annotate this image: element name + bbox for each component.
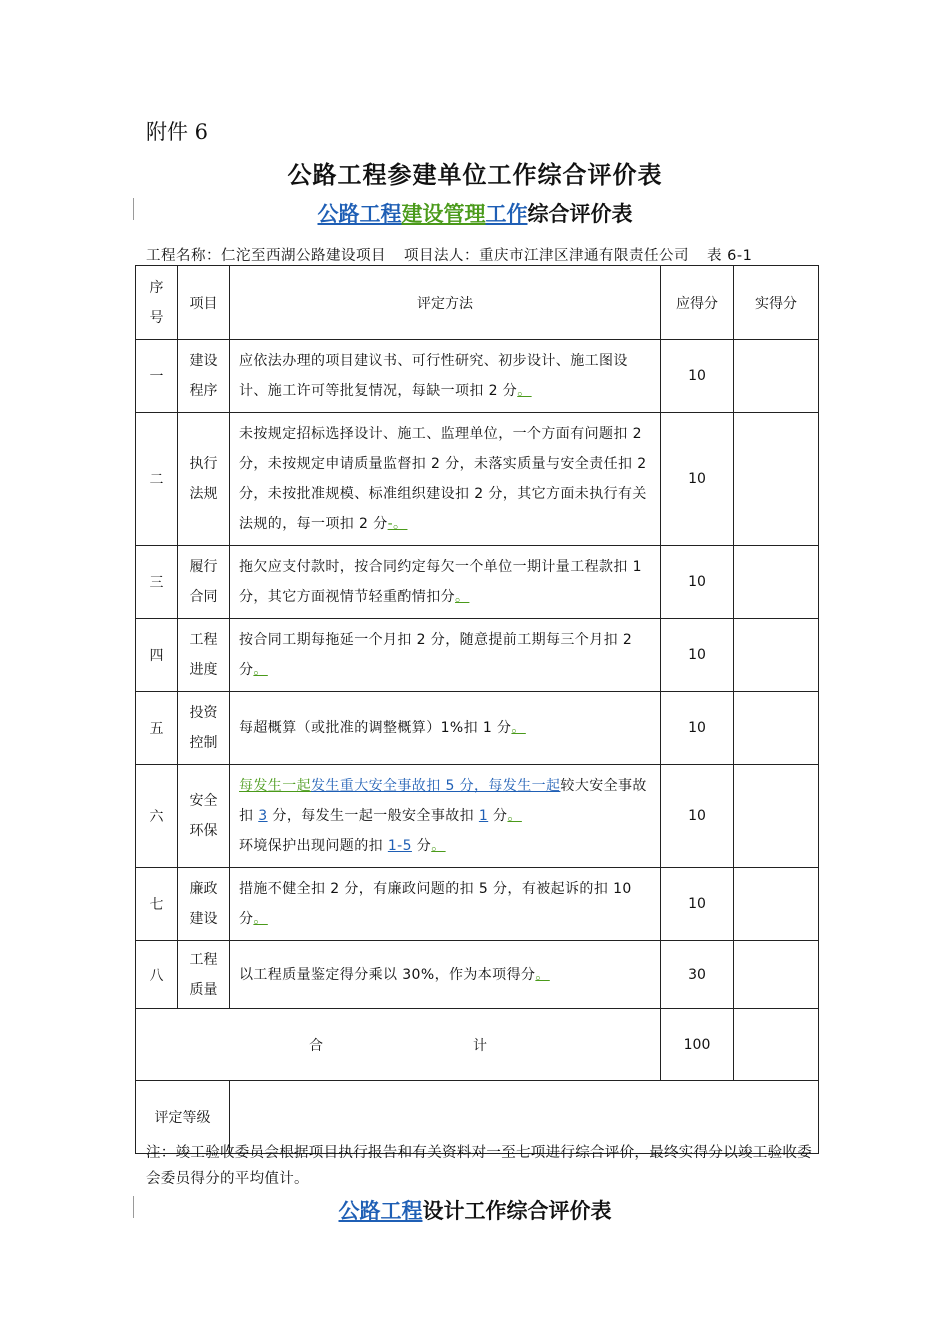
row-item: 廉政建设	[178, 868, 230, 941]
header-actual: 实得分	[734, 266, 819, 340]
sub-title-part1: 公路工程	[317, 202, 402, 226]
row-score: 10	[661, 765, 734, 868]
table-row	[136, 340, 819, 413]
sub-title-part2: 建设管理	[401, 202, 486, 226]
total-row	[136, 1009, 819, 1081]
row-seq: 四	[136, 619, 178, 692]
table-row	[136, 692, 819, 765]
row-score: 10	[661, 619, 734, 692]
row-actual[interactable]	[734, 546, 819, 619]
row-method: 每超概算（或批准的调整概算）1%扣 1 分。	[230, 692, 661, 765]
legal-person: 项目法人：重庆市江津区津通有限责任公司	[404, 248, 689, 264]
row-score: 30	[661, 941, 734, 1009]
next-section-title: 公路工程设计工作综合评价表	[338, 1199, 612, 1223]
table-number: 表 6-1	[707, 248, 753, 264]
main-title: 公路工程参建单位工作综合评价表	[287, 161, 663, 189]
table-row	[136, 941, 819, 1009]
row-actual[interactable]	[734, 619, 819, 692]
project-name: 工程名称：仁沱至西湖公路建设项目	[146, 248, 386, 264]
row-seq: 七	[136, 868, 178, 941]
row-method: 每发生一起发生重大安全事故扣 5 分，每发生一起较大安全事故扣 3 分，每发生一起一般安全事故扣 1 分。 环境保护出现问题的扣 1-5 分。	[230, 765, 661, 868]
row-item: 安全环保	[178, 765, 230, 868]
row-item: 执行法规	[178, 413, 230, 546]
sub-title-part3: 工作	[485, 202, 528, 226]
table-row	[136, 413, 819, 546]
table-row	[136, 868, 819, 941]
row-score: 10	[661, 868, 734, 941]
grade-label: 评定等级	[136, 1081, 230, 1154]
row-actual[interactable]	[734, 868, 819, 941]
row-actual[interactable]	[734, 413, 819, 546]
row-item: 建设程序	[178, 340, 230, 413]
evaluation-table	[135, 265, 819, 1154]
table-row	[136, 619, 819, 692]
project-info	[146, 244, 752, 265]
header-row	[136, 266, 819, 340]
attachment-label: 附件 6	[146, 120, 209, 144]
header-seq: 序号	[136, 266, 178, 340]
row-method: 措施不健全扣 2 分，有廉政问题的扣 5 分，有被起诉的扣 10 分。	[230, 868, 661, 941]
row-actual[interactable]	[734, 340, 819, 413]
row-score: 10	[661, 340, 734, 413]
row-item: 投资控制	[178, 692, 230, 765]
table-row	[136, 765, 819, 868]
row-score: 10	[661, 413, 734, 546]
total-score: 100	[661, 1009, 734, 1081]
row-seq: 八	[136, 941, 178, 1009]
row-method: 应依法办理的项目建议书、可行性研究、初步设计、施工图设计、施工许可等批复情况，每缺一项扣 2 分。	[230, 340, 661, 413]
row-method: 未按规定招标选择设计、施工、监理单位，一个方面有问题扣 2 分，未按规定申请质量监督扣 2 分，未落实质量与安全责任扣 2 分，未按批准规模、标准组织建设扣 2 分，其它方面未执行有关法规的，每一项扣 2 分-。	[230, 413, 661, 546]
row-method: 以工程质量鉴定得分乘以 30%，作为本项得分。	[230, 941, 661, 1009]
row-actual[interactable]	[734, 941, 819, 1009]
row-score: 10	[661, 546, 734, 619]
header-method: 评定方法	[230, 266, 661, 340]
row-seq: 一	[136, 340, 178, 413]
row-item: 工程进度	[178, 619, 230, 692]
row-method: 按合同工期每拖延一个月扣 2 分，随意提前工期每三个月扣 2 分。	[230, 619, 661, 692]
header-score: 应得分	[661, 266, 734, 340]
row-seq: 二	[136, 413, 178, 546]
total-label: 合 计	[136, 1009, 661, 1081]
table-row	[136, 546, 819, 619]
row-score: 10	[661, 692, 734, 765]
row-method: 拖欠应支付款时，按合同约定每欠一个单位一期计量工程款扣 1 分，其它方面视情节轻重酌情扣分。	[230, 546, 661, 619]
row-actual[interactable]	[734, 692, 819, 765]
sub-title	[0, 198, 950, 228]
footnote: 注：竣工验收委员会根据项目执行报告和有关资料对一至七项进行综合评价，最终实得分以竣工验收委会委员得分的平均值计。	[146, 1145, 812, 1187]
row-seq: 六	[136, 765, 178, 868]
total-actual[interactable]	[734, 1009, 819, 1081]
row-seq: 三	[136, 546, 178, 619]
row-item: 履行合同	[178, 546, 230, 619]
sub-title-part4: 综合评价表	[527, 202, 633, 226]
row-seq: 五	[136, 692, 178, 765]
row-actual[interactable]	[734, 765, 819, 868]
row-item: 工程质量	[178, 941, 230, 1009]
header-item: 项目	[178, 266, 230, 340]
